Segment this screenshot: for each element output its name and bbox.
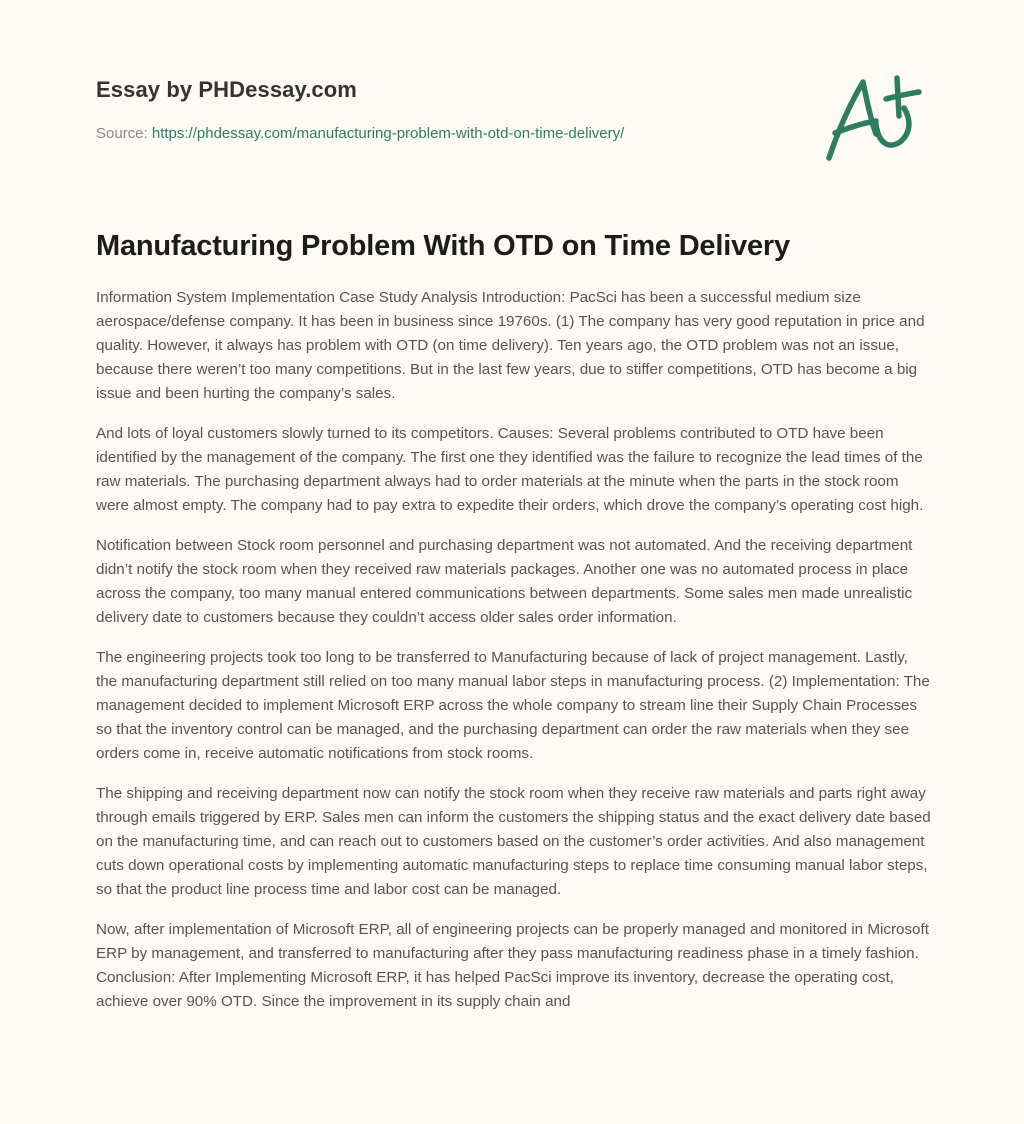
source-label: Source: bbox=[96, 125, 148, 142]
essay-paragraph: Information System Implementation Case Study Analysis Introduction: PacSci has been a successful medium size aerospace/defense company. It has been in business since 19760s. (1) The company has very good reputation in price and quality. However, it always has problem with OTD (on time delivery). Ten years ago, the OTD problem was not an issue, because there weren’t too many competitions. But in the last few years, due to stiffer competitions, OTD has become a big issue and been hurting the company’s sales. bbox=[96, 289, 925, 402]
source-line bbox=[96, 124, 796, 144]
essay-body bbox=[96, 286, 932, 1030]
essay-title: Manufacturing Problem With OTD on Time Delivery bbox=[96, 230, 790, 262]
essay-paragraph: And lots of loyal customers slowly turned to its competitors. Causes: Several problems contributed to OTD have been identified by the management of the company. The first one they identified was the failure to recognize the lead times of the raw materials. The purchasing department always had to order materials at the minute when the parts in the stock room were almost empty. The company had to pay extra to expedite their orders, which drove the company’s operating cost high. bbox=[96, 425, 924, 514]
source-link[interactable]: https://phdessay.com/manufacturing-problem-with-otd-on-time-delivery/ bbox=[151, 125, 625, 142]
essay-paragraph: The shipping and receiving department now can notify the stock room when they receive raw materials and parts right away through emails triggered by ERP. Sales men can inform the customers the shipping status and the exact delivery date based on the manufacturing time, and can reach out to customers based on the customer’s order activities. And also management cuts down operational costs by implementing automatic manufacturing steps to replace time consuming manual labor steps, so that the product line process time and labor cost can be managed. bbox=[96, 785, 931, 898]
a-plus-grade-icon bbox=[818, 66, 928, 166]
essay-paragraph: The engineering projects took too long to be transferred to Manufacturing because of lack of project management. Lastly, the manufacturing department still relied on too many manual labor steps in manufacturing process. (2) Implementation: The management decided to implement Microsoft ERP across the whole company to stream line their Supply Chain Processes so that the inventory control can be managed, and the purchasing department can order the raw materials when they see orders come in, receive automatic notifications from stock rooms. bbox=[96, 649, 930, 762]
essay-paragraph: Notification between Stock room personnel and purchasing department was not automated. And the receiving department didn’t notify the stock room when they received raw materials packages. Another one was no automated process in place across the company, too many manual entered communications between departments. Some sales men made unrealistic delivery date to customers because they couldn’t access older sales order information. bbox=[96, 537, 913, 626]
brand-title: Essay by PHDessay.com bbox=[96, 77, 357, 102]
essay-paragraph: Now, after implementation of Microsoft ERP, all of engineering projects can be properly managed and monitored in Microsoft ERP by management, and transferred to manufacturing after they pass manufacturing readiness phase in a timely fashion. Conclusion: After Implementing Microsoft ERP, it has helped PacSci improve its inventory, decrease the operating cost, achieve over 90% OTD. Since the improvement in its supply chain and bbox=[96, 921, 929, 1010]
page-header bbox=[96, 74, 796, 144]
